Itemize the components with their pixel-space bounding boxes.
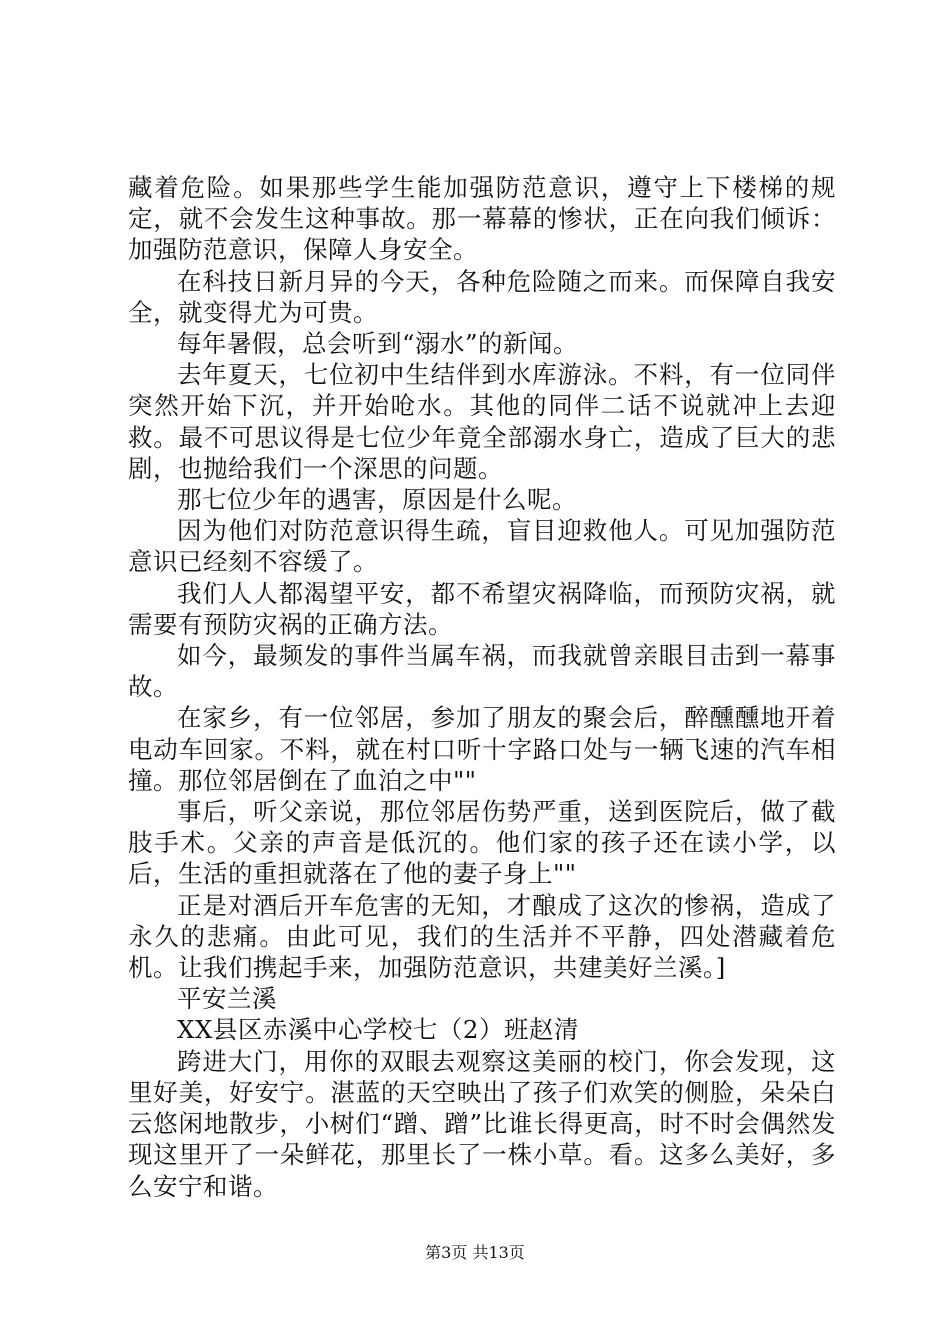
paragraph: 每年暑假，总会听到“溺水”的新闻。 <box>177 329 579 359</box>
paragraph: 我们人人都渴望平安，都不希望灾祸降临，而预防灾祸，就需要有预防灾祸的正确方法。 <box>128 578 836 639</box>
author-line: XX县区赤溪中心学校七（2）班赵清 <box>177 1015 579 1045</box>
paragraph: 事后，听父亲说，那位邻居伤势严重，送到医院后，做了截肢手术。父亲的声音是低沉的。他们家的孩子还在读小学，以后，生活的重担就落在了他的妻子身上"" <box>128 797 836 889</box>
document-body <box>128 172 836 1202</box>
paragraph: 那七位少年的遇害，原因是什么呢。 <box>177 485 577 515</box>
paragraph: 跨进大门，用你的双眼去观察这美丽的校门，你会发现，这里好美，好安宁。湛蓝的天空映出了孩子们欢笑的侧脸，朵朵白云悠闲地散步，小树们“蹭、蹭”比谁长得更高，时不时会偶然发现这里开了一朵鲜花，那里长了一株小草。看。这多么美好，多么安宁和谐。 <box>128 1046 836 1201</box>
page-number-footer: 第3页 共13页 <box>425 1243 525 1262</box>
paragraph: 在家乡，有一位邻居，参加了朋友的聚会后，醉醺醺地开着电动车回家。不料，就在村口听十字路口处与一辆飞速的汽车相撞。那位邻居倒在了血泊之中"" <box>128 703 836 795</box>
paragraph: 正是对酒后开车危害的无知，才酿成了这次的惨祸，造成了永久的悲痛。由此可见，我们的生活并不平静，四处潜藏着危机。让我们携起手来，加强防范意识，共建美好兰溪。] <box>128 890 836 983</box>
paragraph: 藏着危险。如果那些学生能加强防范意识，遵守上下楼梯的规定，就不会发生这种事故。那一幕幕的惨状，正在向我们倾诉：加强防范意识，保障人身安全。 <box>128 173 836 265</box>
paragraph: 在科技日新月异的今天，各种危险随之而来。而保障自我安全，就变得尤为可贵。 <box>128 266 836 327</box>
paragraph: 去年夏天，七位初中生结伴到水库游泳。不料，有一位同伴突然开始下沉，并开始呛水。其他的同伴二话不说就冲上去迎救。最不可思议得是七位少年竟全部溺水身亡，造成了巨大的悲剧，也抛给我们一个深思的问题。 <box>128 360 836 483</box>
paragraph: 因为他们对防范意识得生疏，盲目迎救他人。可见加强防范意识已经刻不容缓了。 <box>128 516 836 577</box>
paragraph: 如今，最频发的事件当属车祸，而我就曾亲眼目击到一幕事故。 <box>128 641 836 702</box>
section-title: 平安兰溪 <box>177 984 277 1014</box>
